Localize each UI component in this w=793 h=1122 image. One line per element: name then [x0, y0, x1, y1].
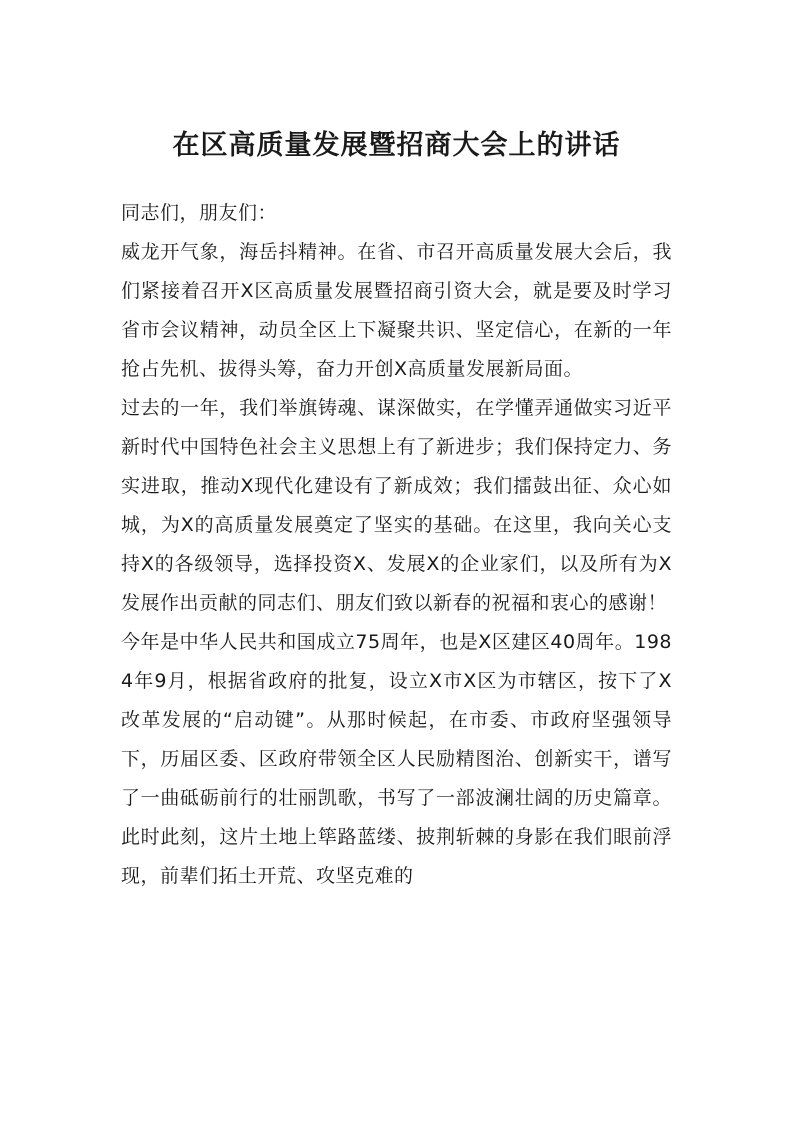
document-body [121, 194, 672, 896]
salutation: 同志们，朋友们： [121, 202, 278, 224]
paragraph-1: 威龙开气象，海岳抖精神。在省、市召开高质量发展大会后，我们紧接着召开X区高质量发展暨招商引资大会，就是要及时学习省市会议精神，动员全区上下凝聚共识、坚定信心，在新的一年抢占先机、拔得头筹，奋力开创X高质量发展新局面。 [121, 241, 672, 380]
document-title: 在区高质量发展暨招商大会上的讲话 [172, 130, 621, 161]
paragraph-3: 今年是中华人民共和国成立75周年，也是X区建区40周年。1984年9月，根据省政府的批复，设立X市X区为市辖区，按下了X改革发展的“启动键”。从那时候起，在市委、市政府坚强领导下，历届区委、区政府带领全区人民励精图治、创新实干，谱写了一曲砥砺前行的壮丽凯歌，书写了一部波澜壮阔的历史篇章。此时此刻，这片土地上筚路蓝缕、披荆斩棘的身影在我们眼前浮现，前辈们拓土开荒、攻坚克难的 [121, 631, 672, 887]
paragraph-2: 过去的一年，我们举旗铸魂、谋深做实，在学懂弄通做实习近平新时代中国特色社会主义思想上有了新进步；我们保持定力、务实进取，推动X现代化建设有了新成效；我们擂鼓出征、众心如城，为X的高质量发展奠定了坚实的基础。在这里，我向关心支持X的各级领导，选择投资X、发展X的企业家们，以及所有为X发展作出贡献的同志们、朋友们致以新春的祝福和衷心的感谢！ [121, 397, 672, 614]
